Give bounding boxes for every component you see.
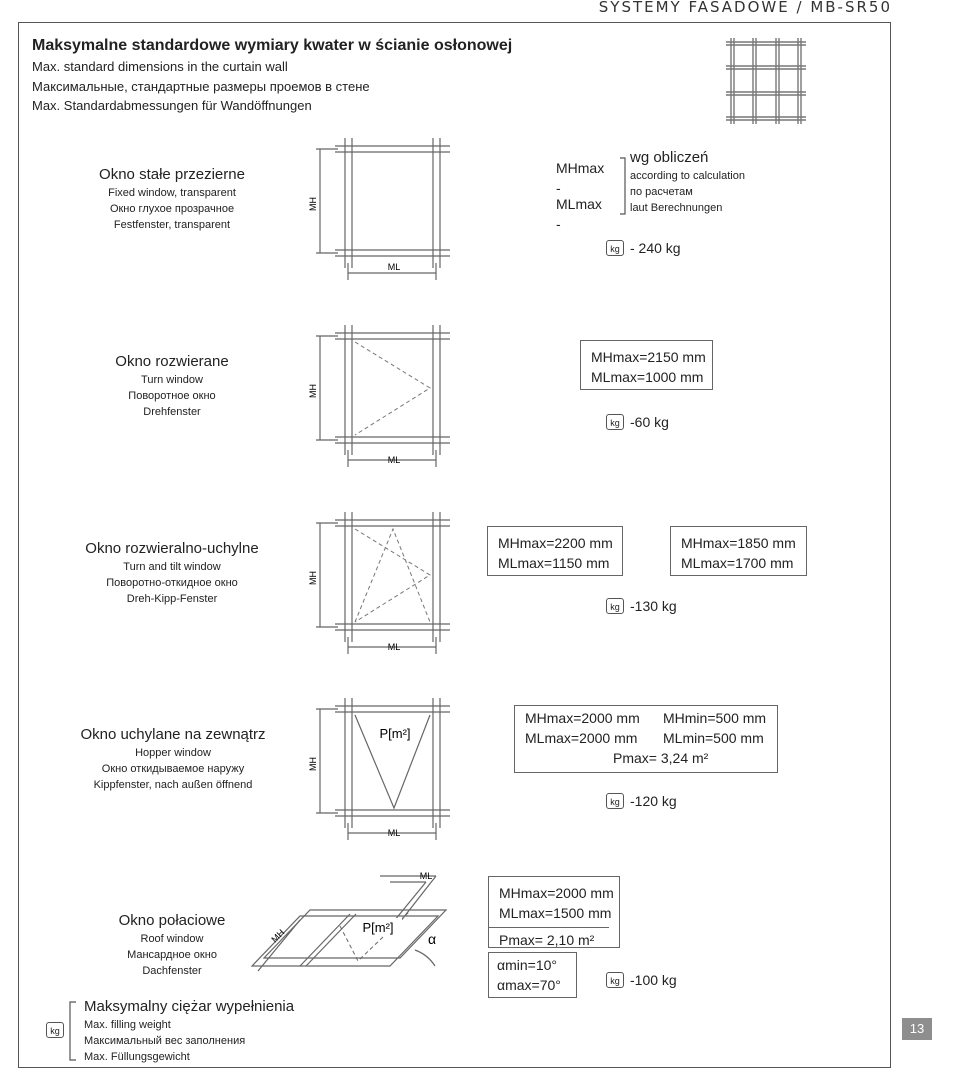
calc-ru: по расчетам [630, 186, 693, 198]
window-tilt-turn-label [72, 539, 272, 607]
window-turn-name-pl: Okno rozwierane [115, 353, 229, 370]
window-fixed-label [82, 165, 262, 233]
window-roof-name-pl: Okno połaciowe [118, 912, 226, 929]
tilt-turn-mhmax-alt: MHmax=1850 mm [681, 535, 796, 551]
hopper-mlmax: MLmax=2000 mm [525, 730, 638, 746]
window-turn-name-ru: Поворотное окно [128, 390, 216, 402]
turn-window-diagram [300, 325, 450, 470]
tilt-turn-dims-box [487, 526, 623, 576]
calc-en: according to calculation [630, 170, 745, 182]
roof-alpha-min: αmin=10° [497, 957, 557, 973]
hopper-dims-box [514, 705, 778, 773]
window-fixed-name-de: Festfenster, transparent [113, 219, 231, 231]
roof-alpha-max: αmax=70° [497, 977, 561, 993]
window-turn-name-de: Drehfenster [143, 406, 201, 418]
window-fixed-name-pl: Okno stałe przezierne [99, 166, 245, 183]
turn-mhmax: MHmax=2150 mm [591, 349, 706, 365]
window-hopper-name-de: Kippfenster, nach außen öffnend [93, 779, 253, 791]
hopper-pmax: Pmax= 3,24 m² [613, 750, 709, 766]
alpha-label: α [428, 931, 437, 947]
legend [84, 997, 294, 1065]
ml-label: ML [387, 828, 401, 838]
tilt-turn-mlmax-alt: MLmax=1700 mm [681, 555, 794, 571]
ml-label: ML [387, 642, 401, 652]
kg-weight-icon: kg [606, 598, 624, 614]
tilt-turn-window-diagram [300, 512, 450, 657]
calc-text [630, 148, 745, 216]
window-hopper-name-pl: Okno uchylane na zewnątrz [80, 726, 266, 743]
weight-fixed: - 240 kg [630, 240, 681, 256]
mh-label: MH [308, 197, 318, 211]
tilt-turn-mlmax: MLmax=1150 mm [498, 555, 610, 571]
ml-label: ML [387, 455, 401, 465]
hopper-mhmin: MHmin=500 mm [663, 710, 767, 726]
calc-pl: wg obliczeń [630, 149, 709, 166]
roof-angle-box [488, 952, 577, 998]
curtain-wall-grid-icon [726, 38, 806, 124]
window-roof-name-ru: Мансардное окно [127, 949, 217, 961]
mh-label: MH [269, 927, 287, 945]
kg-weight-icon: kg [606, 793, 624, 809]
legend-en: Max. filling weight [84, 1019, 171, 1031]
roof-window-diagram [250, 866, 450, 986]
legend-pl: Maksymalny ciężar wypełnienia [84, 998, 295, 1015]
turn-dims-box [580, 340, 713, 390]
window-tilt-turn-name-ru: Поворотно-откидное окно [106, 577, 238, 589]
window-tilt-turn-name-en: Turn and tilt window [123, 561, 221, 573]
legend-de: Max. Füllungsgewicht [84, 1051, 190, 1063]
roof-mhmax: MHmax=2000 mm [499, 885, 614, 901]
fixed-window-diagram [300, 138, 450, 283]
area-label: P[m²] [362, 920, 394, 935]
title-de: Max. Standardabmessungen für Wandöffnungen [32, 98, 312, 113]
window-fixed-name-en: Fixed window, transparent [108, 187, 236, 199]
mhmax-calc: MHmax - [556, 160, 605, 196]
ml-label: ML [419, 871, 433, 881]
ml-label: ML [387, 262, 401, 272]
hopper-mhmax: MHmax=2000 mm [525, 710, 640, 726]
calc-bracket [618, 156, 628, 216]
window-tilt-turn-name-pl: Okno rozwieralno-uchylne [85, 540, 259, 557]
weight-roof: -100 kg [630, 972, 677, 988]
window-fixed-name-ru: Окно глухое прозрачное [109, 203, 235, 215]
kg-weight-icon: kg [606, 414, 624, 430]
title-en: Max. standard dimensions in the curtain wall [32, 59, 288, 74]
weight-tilt-turn: -130 kg [630, 598, 677, 614]
roof-dims-box [488, 876, 620, 948]
legend-bracket [64, 1000, 78, 1062]
window-hopper-name-en: Hopper window [135, 747, 211, 759]
weight-hopper: -120 kg [630, 793, 677, 809]
roof-mlmax: MLmax=1500 mm [499, 905, 612, 921]
window-roof-label [82, 911, 262, 979]
window-roof-name-en: Roof window [140, 933, 204, 945]
mh-label: MH [308, 571, 318, 585]
window-tilt-turn-name-de: Dreh-Kipp-Fenster [126, 593, 218, 605]
window-hopper-label [68, 725, 278, 793]
kg-weight-icon: kg [46, 1022, 64, 1038]
calc-de: laut Berechnungen [630, 202, 723, 214]
window-hopper-name-ru: Окно откидываемое наружу [101, 763, 245, 775]
mh-label: MH [308, 384, 318, 398]
mh-label: MH [308, 757, 318, 771]
tilt-turn-dims-box-alt [670, 526, 807, 576]
title-ru: Максимальные, стандартные размеры проемов в стене [32, 79, 370, 94]
window-turn-label [82, 352, 262, 420]
roof-pmax: Pmax= 2,10 m² [489, 927, 609, 950]
hopper-mlmin: MLmin=500 mm [663, 730, 764, 746]
mlmax-calc: MLmax - [556, 196, 602, 232]
legend-ru: Максимальный вес заполнения [84, 1035, 246, 1047]
area-label: P[m²] [379, 726, 411, 741]
series-header: SYSTEMY FASADOWE / MB-SR50 [598, 0, 892, 16]
tilt-turn-mhmax: MHmax=2200 mm [498, 535, 613, 551]
weight-turn: -60 kg [630, 414, 669, 430]
kg-weight-icon: kg [606, 972, 624, 988]
window-roof-name-de: Dachfenster [142, 965, 202, 977]
hopper-window-diagram [300, 698, 450, 843]
window-turn-name-en: Turn window [141, 374, 203, 386]
turn-mlmax: MLmax=1000 mm [591, 369, 704, 385]
page-title: Maksymalne standardowe wymiary kwater w ścianie osłonowej [32, 37, 513, 54]
page-number: 13 [902, 1018, 932, 1040]
kg-weight-icon: kg [606, 240, 624, 256]
